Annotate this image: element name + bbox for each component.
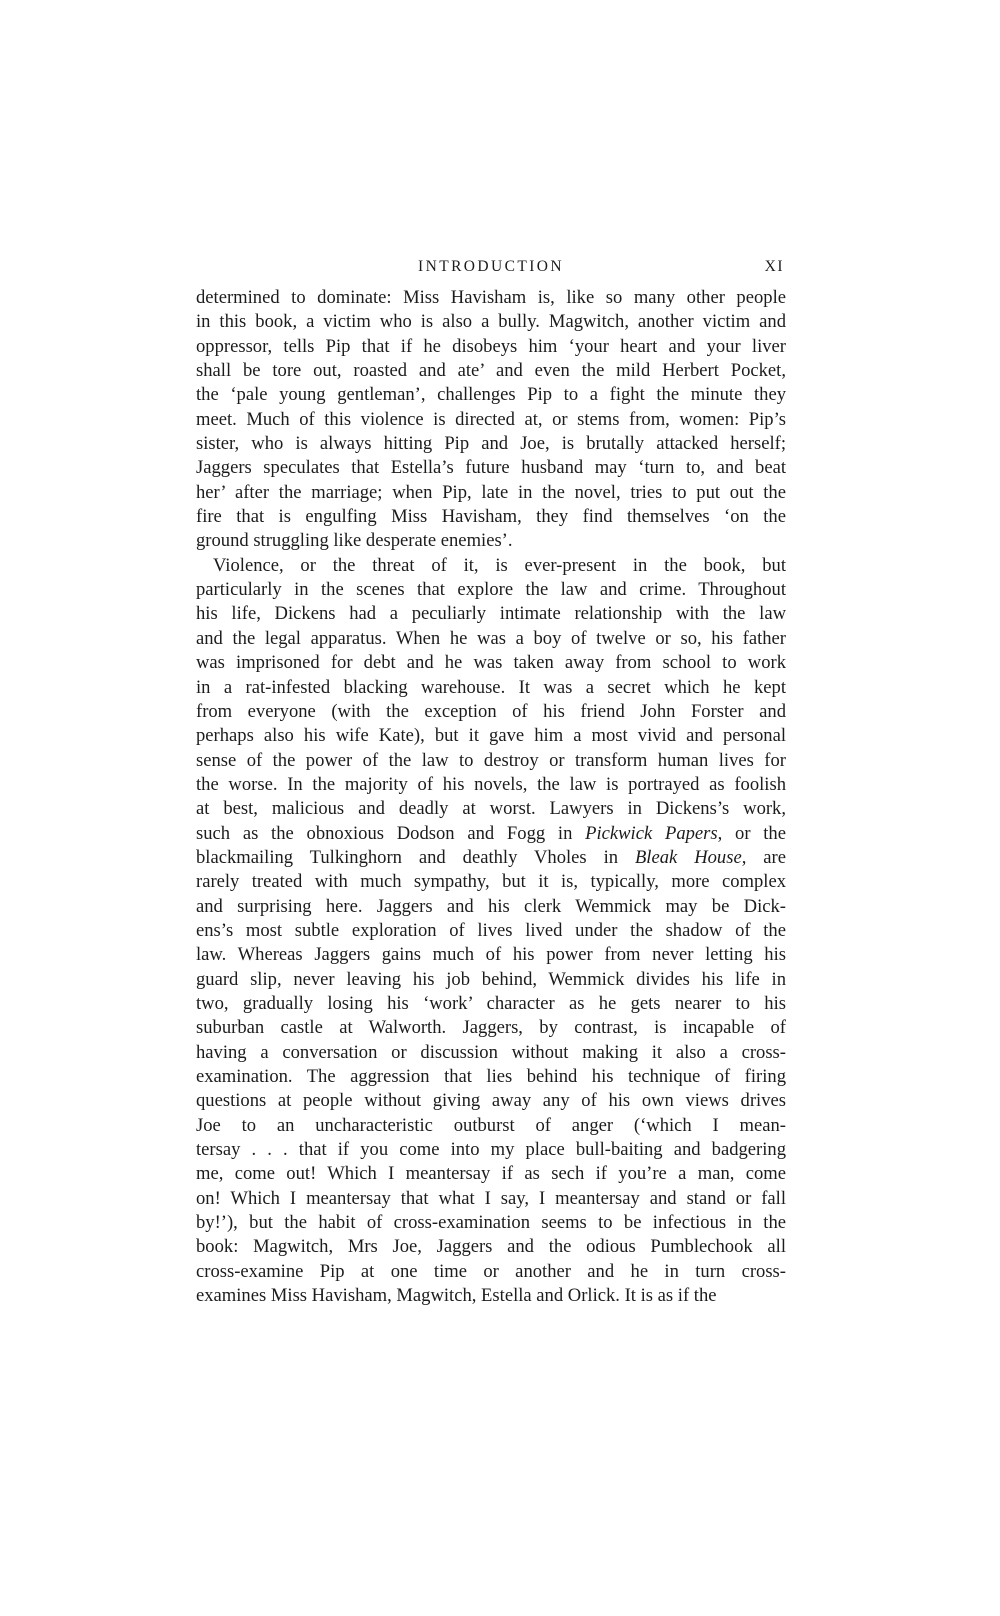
text-line: particularly in the scenes that explore the law and crime. Throughout: [196, 579, 786, 601]
text-line: perhaps also his wife Kate), but it gave him a most vivid and personal: [196, 725, 786, 747]
text-line: oppressor, tells Pip that if he disobeys him ‘your heart and your liver: [196, 335, 786, 357]
text-line: Joe to an uncharacteristic outburst of anger (‘which I mean-: [196, 1114, 786, 1136]
paragraph-2: [196, 554, 786, 1309]
text-line: such as the obnoxious Dodson and Fogg in Pickwick Papers, or the: [196, 822, 786, 844]
text-line: ground struggling like desperate enemies’.: [196, 530, 513, 552]
text-line: ens’s most subtle exploration of lives lived under the shadow of the: [196, 919, 786, 941]
text-line: guard slip, never leaving his job behind, Wemmick divides his life in: [196, 968, 786, 990]
text-line: in a rat-infested blacking warehouse. It was a secret which he kept: [196, 676, 786, 698]
text-line: on! Which I meantersay that what I say, I meantersay and stand or fall: [196, 1187, 786, 1209]
book-title: Bleak House: [634, 846, 742, 868]
text-line: blackmailing Tulkinghorn and deathly Vholes in Bleak House, are: [196, 846, 786, 868]
text-line: and surprising here. Jaggers and his clerk Wemmick may be Dick-: [196, 895, 786, 917]
book-page: [196, 256, 786, 1308]
text-line: examination. The aggression that lies behind his technique of firing: [196, 1066, 786, 1087]
text-line: having a conversation or discussion without making it also a cross-: [196, 1041, 786, 1063]
text-line: was imprisoned for debt and he was taken away from school to work: [196, 652, 786, 674]
text-line: sister, who is always hitting Pip and Joe, is brutally attacked herself;: [196, 433, 786, 455]
text-line: Jaggers speculates that Estella’s future husband may ‘turn to, and beat: [196, 457, 786, 479]
text-line: questions at people without giving away any of his own views drives: [196, 1090, 786, 1112]
text-line: at best, malicious and deadly at worst. Lawyers in Dickens’s work,: [196, 798, 786, 820]
text-line: determined to dominate: Miss Havisham is, like so many other people: [196, 287, 786, 308]
text-line: examines Miss Havisham, Magwitch, Estella and Orlick. It is as if the: [196, 1285, 717, 1307]
text-line: me, come out! Which I meantersay if as sech if you’re a man, come: [196, 1163, 786, 1185]
text-line: meet. Much of this violence is directed at, or stems from, women: Pip’s: [196, 408, 786, 430]
paragraph-1: [196, 286, 786, 554]
text-line: his life, Dickens had a peculiarly intimate relationship with the law: [196, 603, 786, 625]
text-line: fire that is engulfing Miss Havisham, they find themselves ‘on the: [196, 506, 786, 528]
text-line: tersay . . . that if you come into my place bull-baiting and badgering: [196, 1139, 786, 1161]
page-number: XI: [764, 258, 784, 275]
text-line: by!’), but the habit of cross-examination seems to be infectious in the: [196, 1212, 786, 1234]
text-line: the ‘pale young gentleman’, challenges Pip to a fight the minute they: [196, 384, 786, 406]
book-title: Pickwick Papers: [585, 822, 718, 844]
text-line: rarely treated with much sympathy, but it is, typically, more complex: [196, 871, 786, 893]
text-line: book: Magwitch, Mrs Joe, Jaggers and the odious Pumblechook all: [196, 1236, 786, 1258]
text-line: in this book, a victim who is also a bully. Magwitch, another victim and: [196, 311, 786, 333]
text-line: suburban castle at Walworth. Jaggers, by contrast, is incapable of: [196, 1017, 786, 1039]
text-line: shall be tore out, roasted and ate’ and even the mild Herbert Pocket,: [196, 360, 786, 382]
running-header: [196, 256, 786, 286]
text-line: the worse. In the majority of his novels, the law is portrayed as foolish: [196, 773, 786, 795]
text-line: sense of the power of the law to destroy or transform human lives for: [196, 749, 786, 771]
text-line: and the legal apparatus. When he was a boy of twelve or so, his father: [196, 627, 786, 649]
text-line: from everyone (with the exception of his friend John Forster and: [196, 700, 786, 722]
body-text: [196, 286, 786, 1308]
text-line: her’ after the marriage; when Pip, late in the novel, tries to put out the: [196, 481, 786, 503]
text-line: law. Whereas Jaggers gains much of his power from never letting his: [196, 944, 786, 966]
text-line: Violence, or the threat of it, is ever-present in the book, but: [213, 554, 786, 576]
text-line: two, gradually losing his ‘work’ character as he gets nearer to his: [196, 992, 786, 1014]
text-line: cross-examine Pip at one time or another and he in turn cross-: [196, 1260, 786, 1282]
running-title: INTRODUCTION: [418, 258, 564, 275]
